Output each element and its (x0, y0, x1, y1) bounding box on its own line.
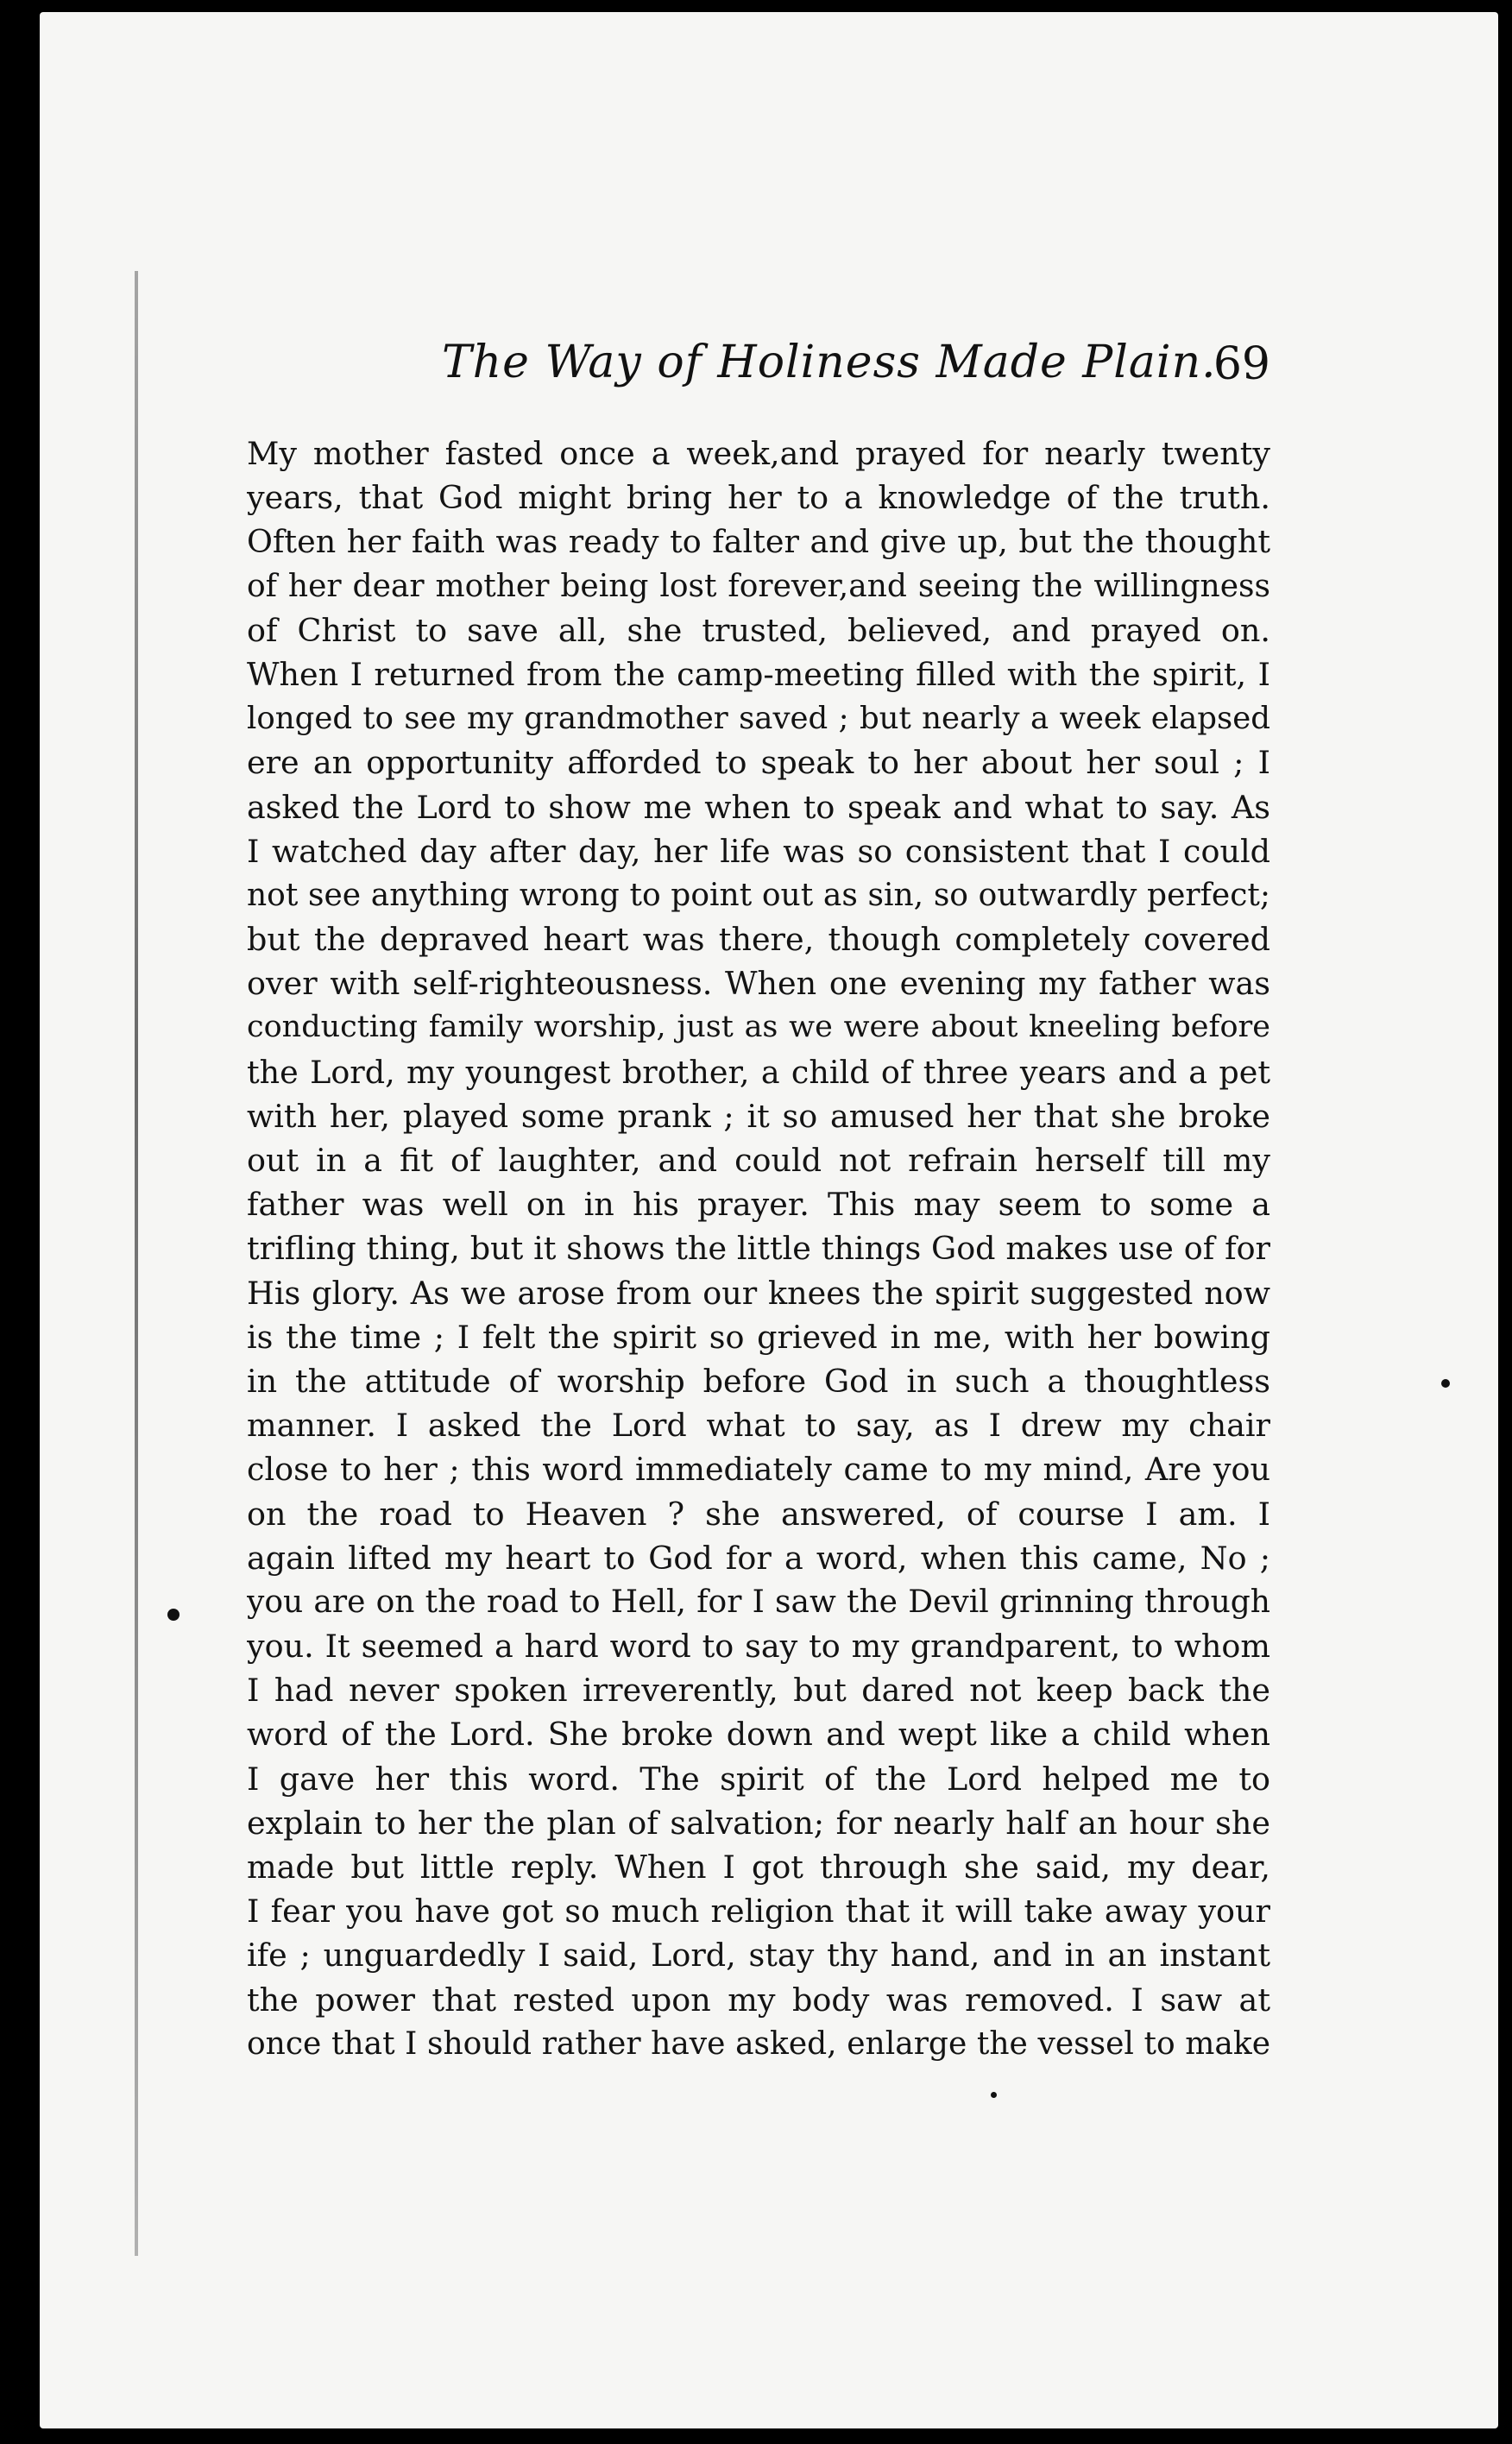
text-line: ere an opportunity afforded to speak to her about her soul ; I (247, 744, 1270, 782)
text-line: close to her ; this word immediately came to my mind, Are you (247, 1451, 1270, 1489)
page-number: 69 (1213, 338, 1270, 390)
text-line: not see anything wrong to point out as sin, so outwardly perfect; (247, 877, 1270, 913)
text-line: of Christ to save all, she trusted, believed, and prayed on. (247, 611, 1270, 649)
text-line: in the attitude of worship before God in such a thoughtless (247, 1362, 1270, 1400)
text-line: of her dear mother being lost forever,and seeing the willingness (247, 568, 1270, 604)
text-line: I had never spoken irreverently, but dared not keep back the (247, 1672, 1270, 1710)
text-line: I gave her this word. The spirit of the Lord helped me to (247, 1760, 1270, 1798)
text-line: you. It seemed a hard word to say to my grandparent, to whom (247, 1628, 1270, 1666)
text-line: asked the Lord to show me when to speak and what to say. As (247, 788, 1270, 826)
body-text (247, 431, 1270, 2066)
text-line: longed to see my grandmother saved ; but nearly a week elapsed (247, 701, 1270, 737)
text-line: I fear you have got so much religion that it will take away your (247, 1893, 1270, 1931)
text-line: ife ; unguardedly I said, Lord, stay thy hand, and in an instant (247, 1937, 1270, 1975)
text-line: the Lord, my youngest brother, a child of three years and a pet (247, 1053, 1270, 1091)
text-line: once that I should rather have asked, enlarge the vessel to make (247, 2025, 1270, 2062)
text-line: word of the Lord. She broke down and wept like a child when (247, 1716, 1270, 1754)
text-line: manner. I asked the Lord what to say, as I drew my chair (247, 1407, 1270, 1445)
text-line: Often her faith was ready to falter and give up, but the thought (247, 523, 1270, 561)
text-line: His glory. As we arose from our knees the spirit suggested now (247, 1274, 1270, 1312)
text-line: When I returned from the camp-meeting filled with the spirit, I (247, 655, 1270, 693)
ink-speck (991, 2092, 997, 2098)
text-line: out in a fit of laughter, and could not refrain herself till my (247, 1142, 1270, 1179)
ink-speck (1441, 1379, 1450, 1388)
text-line: on the road to Heaven ? she answered, of course I am. I (247, 1495, 1270, 1533)
text-line: over with self-righteousness. When one evening my father was (247, 965, 1270, 1003)
binding-shadow (135, 271, 138, 2256)
text-line: My mother fasted once a week,and prayed for nearly twenty (247, 435, 1270, 472)
text-line: trifling thing, but it shows the little things God makes use of for (247, 1230, 1270, 1268)
page-header (442, 337, 1270, 414)
text-line: with her, played some prank ; it so amused her that she broke (247, 1097, 1270, 1135)
text-line: but the depraved heart was there, though completely covered (247, 921, 1270, 959)
ink-speck (167, 1609, 180, 1621)
text-line: conducting family worship, just as we were about kneeling before (247, 1010, 1270, 1045)
text-line: I watched day after day, her life was so consistent that I could (247, 832, 1270, 870)
text-line: again lifted my heart to God for a word, when this came, No ; (247, 1539, 1270, 1577)
text-line: years, that God might bring her to a knowledge of the truth. (247, 479, 1270, 517)
text-line: you are on the road to Hell, for I saw the Devil grinning through (247, 1584, 1270, 1620)
text-line: father was well on in his prayer. This may seem to some a (247, 1186, 1270, 1224)
text-line: made but little reply. When I got through she said, my dear, (247, 1849, 1270, 1886)
text-line: explain to her the plan of salvation; for nearly half an hour she (247, 1804, 1270, 1842)
running-title: The Way of Holiness Made Plain. (442, 337, 1217, 388)
text-line: the power that rested upon my body was removed. I saw at (247, 1981, 1270, 2019)
text-line: is the time ; I felt the spirit so grieved in me, with her bowing (247, 1318, 1270, 1356)
